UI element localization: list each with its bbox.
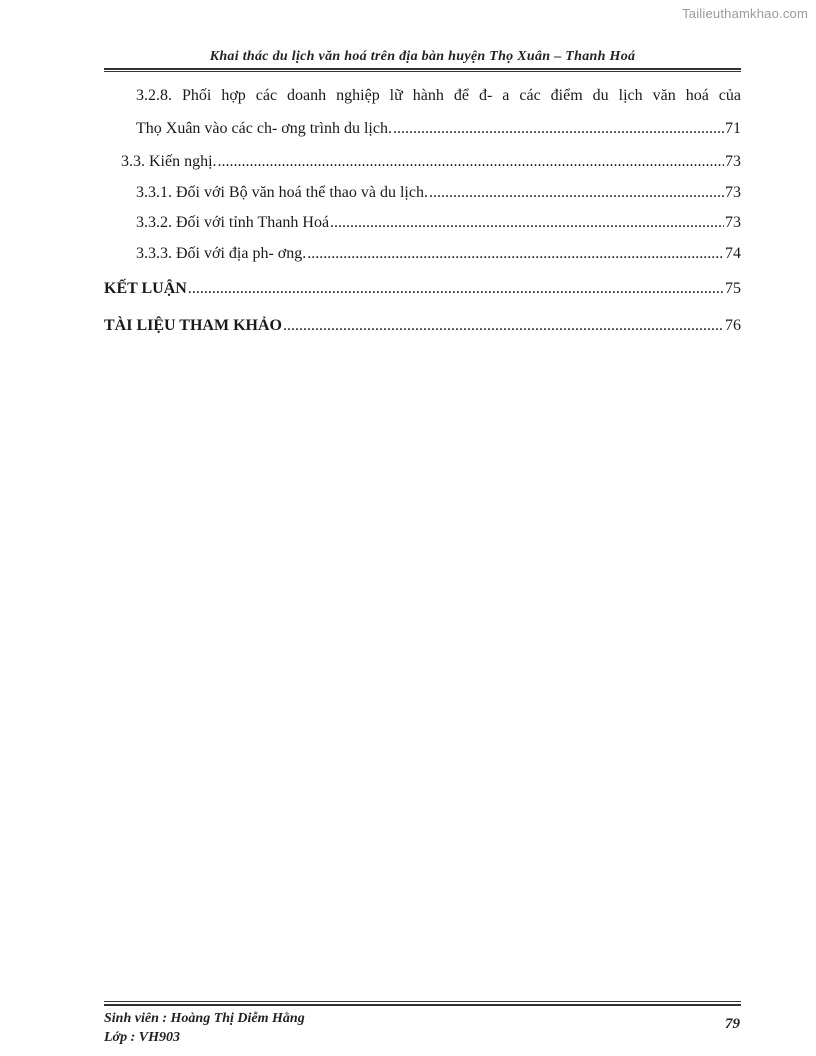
toc-entry-text: 3.3.1. Đối với Bộ văn hoá thể thao và du lịch. — [136, 184, 428, 201]
toc-leader-dots — [429, 183, 724, 203]
toc-leader-dots — [330, 213, 724, 233]
header-rule-thin — [104, 71, 741, 72]
header-rule — [104, 68, 741, 70]
toc-page-number: 73 — [725, 153, 741, 170]
toc-page-number: 73 — [725, 214, 741, 231]
footer-rule — [104, 1004, 741, 1006]
watermark-text: Tailieuthamkhao.com — [682, 6, 808, 21]
toc-entry-3-3-2 — [136, 213, 741, 233]
toc-leader-dots — [283, 316, 724, 336]
footer-class: Lớp : VH903 — [104, 1030, 180, 1045]
toc-page-number: 75 — [725, 280, 741, 297]
page-number: 79 — [725, 1016, 740, 1032]
running-header: Khai thác du lịch văn hoá trên địa bàn huyện Thọ Xuân – Thanh Hoá — [209, 49, 636, 64]
toc-page-number: 74 — [725, 245, 741, 262]
toc-entry-text: 3.3.3. Đối với địa ph- ơng. — [136, 245, 307, 262]
toc-leader-dots — [218, 152, 724, 172]
toc-entry-3-3-3 — [136, 244, 741, 264]
toc-leader-dots — [393, 119, 724, 139]
footer-student-name: Sinh viên : Hoàng Thị Diễm Hằng — [104, 1011, 305, 1026]
toc-entry-text: 3.2.8. Phối hợp các doanh nghiệp lữ hành để đ- a các điểm du lịch văn hoá của — [136, 87, 741, 104]
toc-entry-tai-lieu-tham-khao — [104, 316, 741, 336]
toc-entry-text: 3.3.2. Đối với tỉnh Thanh Hoá — [136, 214, 330, 231]
toc-entry-text: TÀI LIỆU THAM KHẢO — [104, 317, 282, 334]
footer-author-block — [104, 1009, 305, 1047]
toc-entry-ket-luan — [104, 279, 741, 299]
toc-entry-text: 3.3. Kiến nghị. — [121, 153, 217, 170]
toc-entry-3-3 — [121, 152, 741, 172]
toc-entry-3-2-8-line1 — [136, 86, 741, 106]
toc-entry-text: KẾT LUẬN — [104, 280, 187, 297]
toc-leader-dots — [188, 279, 724, 299]
toc-entry-3-2-8-line2 — [136, 119, 741, 139]
toc-leader-dots — [307, 244, 724, 264]
toc-entry-text: Thọ Xuân vào các ch- ơng trình du lịch. — [136, 120, 392, 137]
footer-rule-thin — [104, 1001, 741, 1002]
toc-page-number: 76 — [725, 317, 741, 334]
toc-entry-3-3-1 — [136, 183, 741, 203]
toc-page-number: 73 — [725, 184, 741, 201]
toc-page-number: 71 — [725, 120, 741, 137]
